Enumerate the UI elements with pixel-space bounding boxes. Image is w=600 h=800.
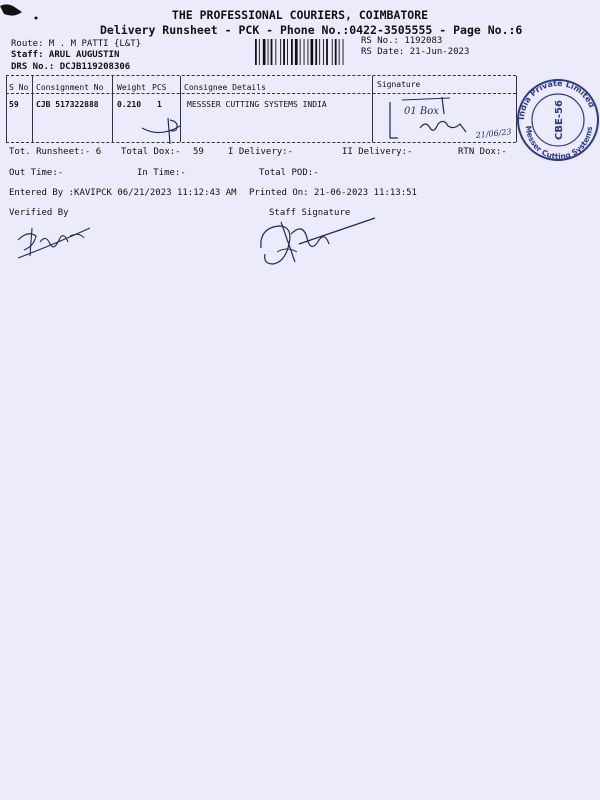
barcode-bar: [255, 39, 257, 65]
rs-date: RS Date: 21-Jun-2023: [361, 47, 470, 57]
row-pcs: 1: [157, 100, 162, 109]
col-divider: [372, 76, 373, 142]
staff-signature-mark: [255, 214, 385, 270]
box-note-text: 01 Box: [404, 106, 439, 117]
receiver-initial-mark: [140, 108, 190, 148]
barcode-bar: [319, 39, 320, 65]
stamp-text-center: CBE-56: [554, 100, 565, 140]
barcode-bar: [275, 39, 276, 65]
barcode-bar: [280, 39, 281, 65]
total-dox-value: 59: [193, 147, 204, 157]
printed-on: Printed On: 21-06-2023 11:13:51: [249, 188, 417, 198]
col-divider: [32, 76, 33, 142]
col-header-sno: S No: [9, 83, 29, 92]
barcode-bar: [335, 39, 337, 65]
received-box-note-signature: [380, 92, 520, 147]
barcode-bar: [287, 39, 288, 65]
col-header-pcs: PCS: [152, 83, 167, 92]
in-time: In Time:-: [137, 168, 186, 178]
entered-by: Entered By :KAVIPCK 06/21/2023 11:12:43 AM: [9, 188, 237, 198]
barcode-bar: [300, 39, 301, 65]
runsheet-subtitle: Delivery Runsheet - PCK - Phone No.:0422-3505555 - Page No.:6: [100, 23, 523, 37]
sign-date-text: 21/06/23: [475, 127, 512, 140]
barcode-bar: [283, 39, 285, 65]
barcode-bar: [343, 39, 344, 65]
barcode-bar: [308, 39, 309, 65]
route-label: Route: M . M PATTI {L&T}: [11, 39, 142, 49]
row-consignee: MESSSER CUTTING SYSTEMS INDIA: [187, 100, 327, 109]
barcode-bar: [268, 39, 269, 65]
barcode-bar: [339, 39, 340, 65]
barcode-bar: [315, 39, 317, 65]
col-header-signature: Signature: [377, 80, 421, 89]
staff-label: Staff: ARUL AUGUSTIN: [11, 50, 120, 60]
row-consignment-no: CJB 517322888: [36, 100, 99, 109]
barcode-bar: [295, 39, 298, 65]
row-sno: 59: [9, 100, 19, 109]
total-dox-label: Total Dox:-: [121, 147, 181, 157]
col-divider: [6, 76, 7, 142]
barcode: [255, 39, 355, 65]
ii-delivery: II Delivery:-: [342, 147, 413, 157]
rtn-dox: RTN Dox:-: [458, 147, 507, 157]
barcode-bar: [259, 39, 260, 65]
staff-signature-label: Staff Signature: [269, 208, 351, 218]
company-seal-stamp: [514, 76, 600, 164]
verified-by-signature: [10, 216, 120, 266]
barcode-bar: [291, 39, 293, 65]
barcode-bar: [326, 39, 328, 65]
stamp-text-bottom: Messer Cutting Systems: [523, 125, 595, 162]
tot-runsheet: Tot. Runsheet:- 6: [9, 147, 102, 157]
stamp-text-top: India Private Limited: [516, 78, 597, 121]
table-top-rule: [6, 75, 516, 76]
i-delivery: I Delivery:-: [228, 147, 294, 157]
out-time: Out Time:-: [9, 168, 64, 178]
verified-by-label: Verified By: [9, 208, 69, 218]
company-title: THE PROFESSIONAL COURIERS, COIMBATORE: [171, 8, 429, 22]
col-header-weight: Weight: [117, 83, 146, 92]
barcode-bar: [332, 39, 333, 65]
barcode-bar: [311, 39, 314, 65]
row-weight: 0.210: [117, 100, 142, 109]
barcode-bar: [263, 39, 266, 65]
col-header-consignment: Consignment No: [36, 83, 104, 92]
total-pod: Total POD:-: [259, 168, 319, 178]
rs-number: RS No.: 1192083: [361, 36, 443, 46]
drs-number: DRS No.: DCJB119208306: [11, 62, 131, 72]
barcode-bar: [304, 39, 305, 65]
col-header-consignee: Consignee Details: [184, 83, 266, 92]
barcode-bar: [271, 39, 273, 65]
col-divider: [112, 76, 113, 142]
barcode-bar: [323, 39, 324, 65]
